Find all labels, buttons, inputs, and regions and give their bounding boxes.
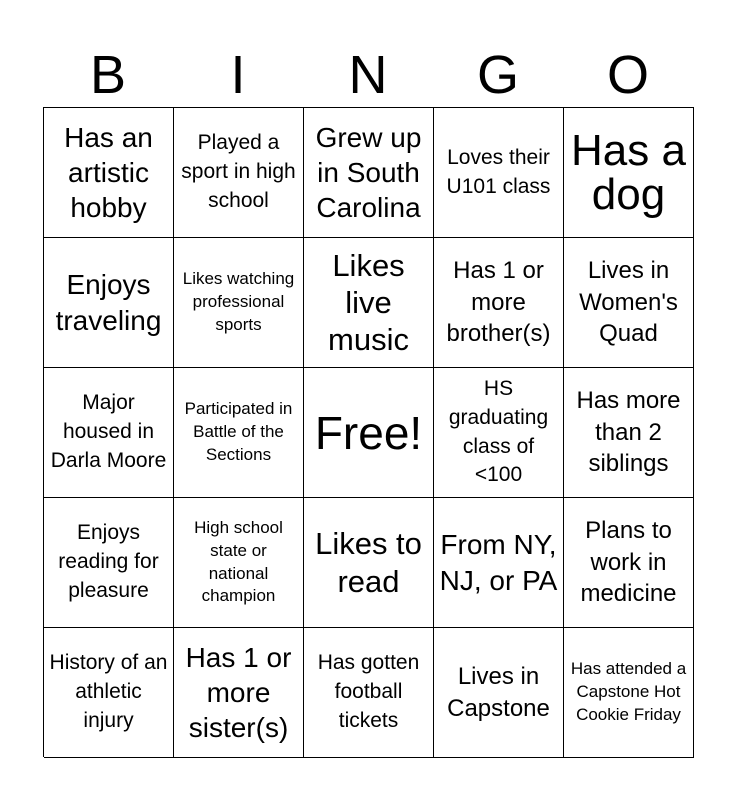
cell-label: High school state or national champion: [194, 517, 283, 606]
bingo-cell-r2c2[interactable]: [174, 238, 304, 368]
bingo-cell-r4c1[interactable]: [44, 498, 174, 628]
bingo-cell-r3c5[interactable]: [564, 368, 694, 498]
cell-label: Grew up in South Carolina: [315, 121, 422, 224]
bingo-cell-r2c5[interactable]: [564, 238, 694, 368]
bingo-cell-r4c2[interactable]: [174, 498, 304, 628]
cell-label: Enjoys reading for pleasure: [58, 521, 159, 602]
cell-label: History of an athletic injury: [49, 651, 168, 732]
bingo-cell-r5c2[interactable]: [174, 628, 304, 758]
cell-label: Major housed in Darla Moore: [50, 391, 167, 472]
bingo-board: [43, 107, 694, 757]
bingo-cell-r3c1[interactable]: [44, 368, 174, 498]
cell-label: Has gotten football tickets: [317, 651, 420, 732]
cell-label: Has an artistic hobby: [64, 121, 153, 224]
cell-label: From NY, NJ, or PA: [439, 529, 558, 596]
cell-label: Loves their U101 class: [446, 145, 551, 198]
bingo-cell-r1c5[interactable]: [564, 108, 694, 238]
bingo-cell-r3c2[interactable]: [174, 368, 304, 498]
cell-label: Lives in Women's Quad: [579, 256, 678, 348]
bingo-cell-r5c3[interactable]: [304, 628, 434, 758]
cell-label: Played a sport in high school: [181, 131, 296, 212]
bingo-cell-r1c2[interactable]: [174, 108, 304, 238]
bingo-cell-r2c3[interactable]: [304, 238, 434, 368]
header-letter-n: N: [348, 45, 388, 105]
bingo-cell-r4c4[interactable]: [434, 498, 564, 628]
bingo-cell-r4c5[interactable]: [564, 498, 694, 628]
bingo-cell-r2c4[interactable]: [434, 238, 564, 368]
cell-label: HS graduating class of <100: [448, 376, 549, 487]
bingo-cell-r1c3[interactable]: [304, 108, 434, 238]
cell-label: Likes live music: [328, 247, 409, 358]
header-letter-i: I: [230, 45, 246, 105]
bingo-cell-free[interactable]: [304, 368, 434, 498]
bingo-cell-r1c1[interactable]: [44, 108, 174, 238]
bingo-cell-r1c4[interactable]: [434, 108, 564, 238]
bingo-cell-r4c3[interactable]: [304, 498, 434, 628]
bingo-header: [43, 44, 693, 106]
cell-label: Has 1 or more sister(s): [185, 641, 292, 744]
bingo-cell-r3c4[interactable]: [434, 368, 564, 498]
bingo-cell-r5c1[interactable]: [44, 628, 174, 758]
cell-label: Has a dog: [571, 125, 686, 219]
bingo-cell-r5c4[interactable]: [434, 628, 564, 758]
cell-label: Has 1 or more brother(s): [446, 256, 551, 348]
cell-label: Has attended a Capstone Hot Cookie Friday: [570, 659, 687, 724]
cell-label: Likes to read: [315, 526, 422, 599]
header-letter-b: B: [89, 45, 127, 105]
cell-label: Likes watching professional sports: [182, 269, 295, 334]
bingo-cell-r5c5[interactable]: [564, 628, 694, 758]
cell-label: Participated in Battle of the Sections: [184, 399, 293, 464]
header-letter-o: O: [606, 45, 649, 105]
header-letter-g: G: [476, 45, 519, 105]
cell-label: Enjoys traveling: [55, 269, 162, 336]
cell-label: Free!: [314, 406, 423, 459]
cell-label: Lives in Capstone: [447, 662, 550, 722]
cell-label: Has more than 2 siblings: [576, 386, 681, 478]
cell-label: Plans to work in medicine: [580, 516, 677, 608]
bingo-cell-r2c1[interactable]: [44, 238, 174, 368]
